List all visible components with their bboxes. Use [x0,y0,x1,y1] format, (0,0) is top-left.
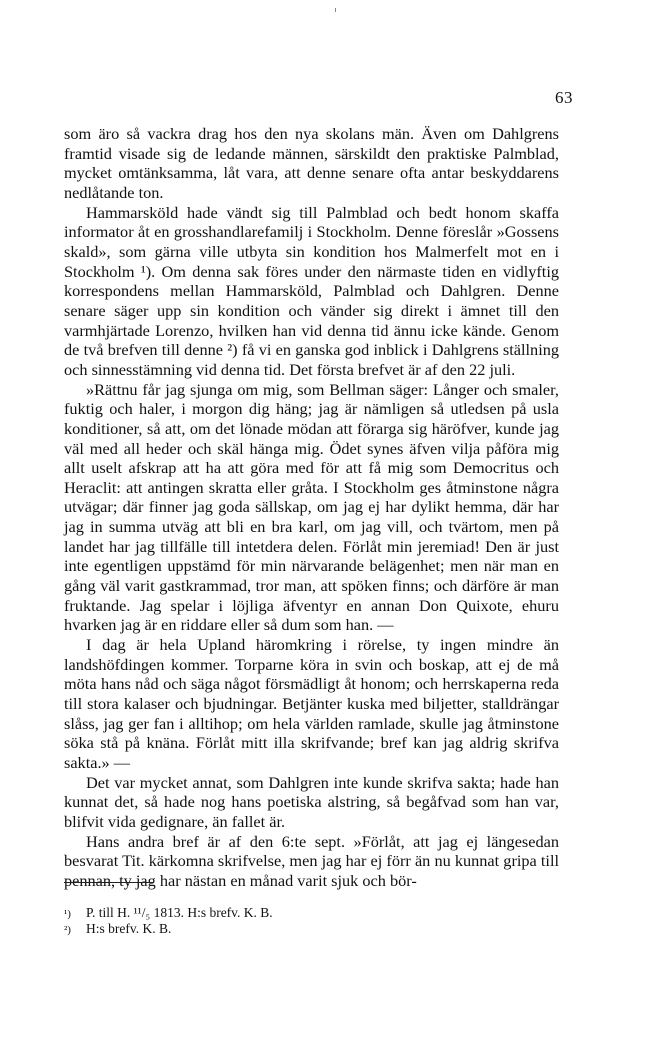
paragraph: Hammarsköld hade vändt sig till Palmblad och bedt honom skaffa informator åt en grosshandlarefamilj i Stockholm. Denne föreslår »Gossens skald», som gärna ville utbyta sin kondition hos Malmerfelt mot en i Stockholm ¹). Om denna sak föres under den närmaste tiden en vidlyftig korrespondens mellan Hammarsköld, Palmblad och Dahlgren. Denne senare säger upp sin kondition och vänder sig direkt i ämnet till den varmhjärtade Lorenzo, hvilken han vid denna tid ännu icke kände. Genom de två brefven till denne ²) få vi en ganska god inblick i Dahlgrens ställning och sinnesstämning vid denna tid. Det första brefvet är af den 22 juli. [64,202,559,379]
paragraph: I dag är hela Upland häromkring i rörelse, ty ingen mindre än landshöfdingen kommer. Torparne köra in svin och boskap, att ej de må möta hans nåd och säga något försmädligt åt honom; och herrskaperna reda till stora kalaser och bjudningar. Betjänter kuska med biljetter, stalldrängar slåss, jag ger fan i alltihop; om hela världen ramlade, skulle jag åtminstone söka stå på knäna. Förlåt mitt illa skrifvande; bref kan jag aldrig skrifva sakta.» — [64,635,559,772]
footnote-text: H:s brefv. K. B. [86,921,172,936]
footnote [64,905,464,921]
paragraph: som äro så vackra drag hos den nya skolans män. Även om Dahlgrens framtid visade sig de ledande männen, särskildt den praktiske Palmblad, mycket omtänksamma, låt vara, att denne senare ofta antar beskyddarens nedlåtande ton. [64,124,559,202]
paragraph: »Rättnu får jag sjunga om mig, som Bellman säger: Långer och smaler, fuktig och haler, i morgon dig häng; jag är nämligen så utledsen på usla konditioner, så att, om det lönade mödan att förarga sig häröfver, kunde jag väl med all heder och skäl hänga mig. Ödet synes äfven vilja påföra mig allt uselt afskrap att ha att göra med för att få mig som Democritus och Heraclit: att antingen skratta eller gråta. I Stockholm ges åtminstone några utvägar; där finner jag goda sällskap, om jag ej har dylikt hemma, där har jag in summa utväg att bli en bra karl, om jag vill, och tvärtom, men på landet har jag tillfälle till intetdera delen. Förlåt min jeremiad! Den är just inte egentligen uppstämd för min närvarande belägenhet; men när man en gång väl varit gastkrammad, tror man, att spöken finns; och därföre är man fruktande. Jag spelar i löjliga äfventyr en annan Don Quixote, ehuru hvarken jag är en riddare eller så dum som han. — [64,379,559,635]
footnote-text: P. till H. ¹¹/₅ 1813. H:s brefv. K. B. [86,905,273,920]
footnote-mark: ²) [64,924,71,936]
scan-artifact-mark [335,8,336,12]
paragraph: Hans andra bref är af den 6:te sept. »Förlåt, att jag ej längesedan besvarat Tit. kärkomna skrifvelse, men jag har ej förr än nu kunnat gripa till pennan, ty jag har nästan en månad varit sjuk och bör- [64,831,559,890]
footnote-divider [64,882,154,883]
paragraph: Det var mycket annat, som Dahlgren inte kunde skrifva sakta; hade han kunnat det, så hade nog hans poetiska alstring, så begåfvad som han var, blifvit vida gedignare, än fallet är. [64,772,559,831]
footnotes [64,905,464,937]
body-text [64,124,559,891]
page-number: 63 [555,88,573,107]
footnote-mark: ¹) [64,908,71,920]
footnote [64,921,464,937]
